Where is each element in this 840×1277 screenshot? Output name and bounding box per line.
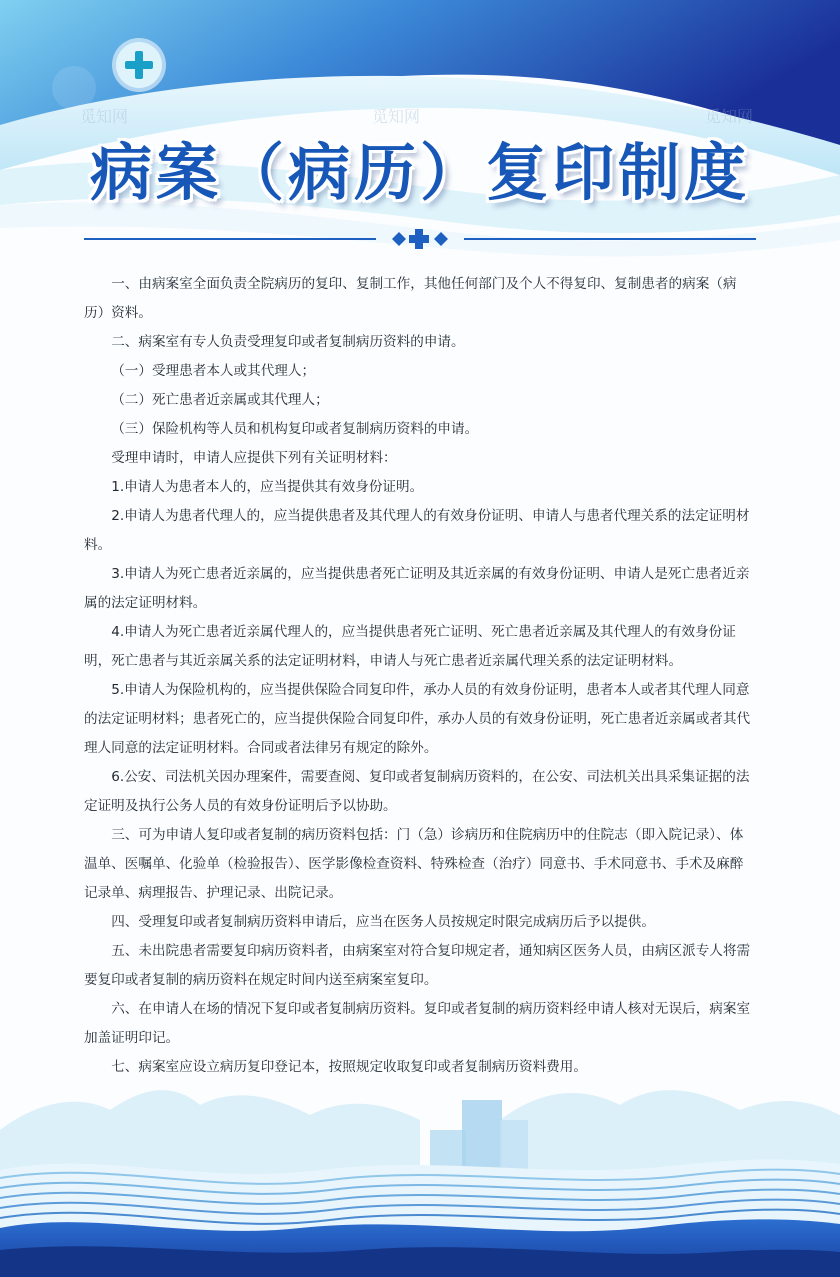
- paragraph: 受理申请时，申请人应提供下列有关证明材料：: [111, 450, 397, 466]
- title-divider: [84, 226, 756, 252]
- paragraph: 七、病案室应设立病历复印登记本，按照规定收取复印或者复制病历资料费用。: [111, 1059, 587, 1075]
- paragraph: 三、可为申请人复印或者复制的病历资料包括：门（急）诊病历和住院病历中的住院志（即入院记录）、体温单、医嘱单、化验单（检验报告）、医学影像检查资料、特殊检查（治疗）同意书、手术同意书、手术及麻醉记录单、病理报告、护理记录、出院记录。: [84, 827, 744, 901]
- medical-cross-icon: [116, 42, 162, 88]
- paragraph: （二）死亡患者近亲属或其代理人；: [111, 392, 329, 408]
- paragraph: 一、由病案室全面负责全院病历的复印、复制工作，其他任何部门及个人不得复印、复制患者的病案（病历）资料。: [84, 276, 737, 321]
- page-title: 病案（病历）复印制度: [89, 136, 750, 209]
- paragraph: 五、未出院患者需要复印病历资料者，由病案室对符合复印规定者，通知病区医务人员，由病区派专人将需要复印或者复制的病历资料在规定时间内送至病案室复印。: [84, 943, 751, 988]
- paragraph: 2.申请人为患者代理人的，应当提供患者及其代理人的有效身份证明、申请人与患者代理关系的法定证明材料。: [84, 508, 750, 553]
- document-body: [84, 270, 756, 1082]
- paragraph: 5.申请人为保险机构的，应当提供保险合同复印件，承办人员的有效身份证明，患者本人或者其代理人同意的法定证明材料；患者死亡的，应当提供保险合同复印件，承办人员的有效身份证明，死亡患者近亲属或者其代理人同意的法定证明材料。合同或者法律另有规定的除外。: [84, 682, 751, 756]
- paragraph: 4.申请人为死亡患者近亲属代理人的，应当提供患者死亡证明、死亡患者近亲属及其代理人的有效身份证明，死亡患者与其近亲属关系的法定证明材料，申请人与死亡患者近亲属代理关系的法定证明材料。: [84, 624, 736, 669]
- watermark: 觅知网: [372, 107, 421, 126]
- paragraph: （一）受理患者本人或其代理人；: [111, 363, 316, 379]
- watermark: 觅知网: [80, 107, 129, 126]
- paragraph: 四、受理复印或者复制病历资料申请后，应当在医务人员按规定时限完成病历后予以提供。: [111, 914, 655, 930]
- paragraph: 六、在申请人在场的情况下复印或者复制病历资料。复印或者复制的病历资料经申请人核对无误后，病案室加盖证明印记。: [84, 1001, 751, 1046]
- paragraph: （三）保险机构等人员和机构复印或者复制病历资料的申请。: [111, 421, 479, 437]
- paragraph: 6.公安、司法机关因办理案件，需要查阅、复印或者复制病历资料的，在公安、司法机关出具采集证据的法定证明及执行公务人员的有效身份证明后予以协助。: [84, 769, 750, 814]
- paragraph: 3.申请人为死亡患者近亲属的，应当提供患者死亡证明及其近亲属的有效身份证明、申请人是死亡患者近亲属的法定证明材料。: [84, 566, 750, 611]
- watermark: 觅知网: [705, 107, 754, 126]
- paragraph: 二、病案室有专人负责受理复印或者复制病历资料的申请。: [111, 334, 465, 350]
- paragraph: 1.申请人为患者本人的，应当提供其有效身份证明。: [111, 479, 424, 495]
- footer-background: [0, 1060, 840, 1277]
